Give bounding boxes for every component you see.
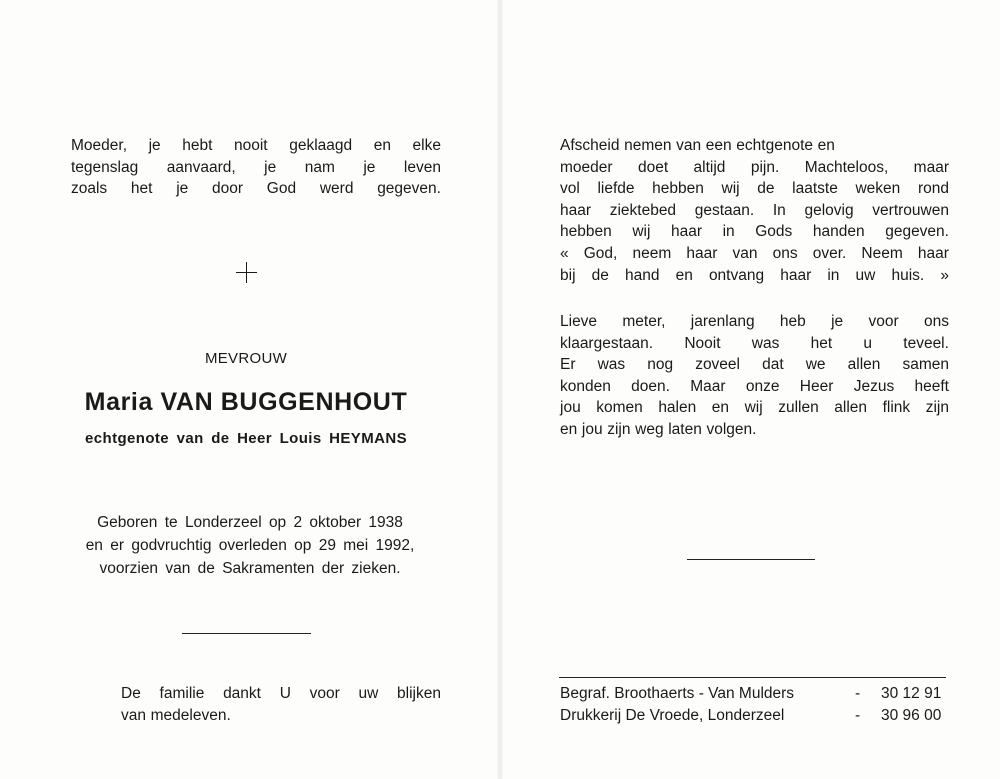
word: Moeder, — [71, 137, 128, 154]
word: werd — [319, 180, 354, 198]
word: heeft — [914, 377, 949, 395]
word: Jezus — [853, 377, 895, 395]
word: over. — [812, 245, 847, 262]
word: van — [732, 245, 758, 262]
word: ons — [924, 313, 949, 330]
word: altijd — [693, 158, 726, 176]
text-line — [560, 376, 949, 398]
divider-left — [182, 633, 311, 634]
text-line — [560, 265, 949, 287]
word: wij — [721, 180, 740, 198]
word: haar — [686, 245, 718, 262]
text-line — [71, 135, 441, 157]
word: bij — [560, 266, 576, 284]
text-line — [560, 178, 949, 200]
word: je — [363, 158, 376, 176]
word: Maar — [690, 377, 726, 395]
word: ziektebed — [609, 201, 677, 219]
text-line — [560, 157, 949, 179]
footer-dash: - — [855, 685, 861, 702]
word: vol — [560, 180, 580, 198]
word: meter, — [622, 313, 666, 330]
word: zullen — [778, 399, 819, 417]
word: jarenlang — [690, 313, 755, 330]
word: halen — [658, 399, 697, 417]
word: pijn. — [750, 158, 780, 176]
footer-label: Drukkerij De Vroede, Londerzeel — [560, 707, 785, 724]
text-line — [71, 157, 441, 179]
word: gegeven. — [885, 223, 949, 241]
word: neem — [632, 245, 672, 262]
word: nooit — [234, 137, 268, 154]
word: handen — [812, 223, 865, 241]
word: heb — [779, 313, 806, 330]
word: uw — [358, 685, 379, 702]
word: samen — [902, 356, 949, 374]
word: een — [705, 137, 732, 154]
word: onze — [745, 377, 780, 395]
word: hand — [624, 266, 660, 284]
word: flink — [882, 399, 911, 417]
word: dat — [762, 356, 784, 374]
text-line — [560, 333, 949, 355]
footer-label: Begraf. Broothaerts - Van Mulders — [560, 685, 795, 702]
word: uw — [855, 266, 876, 284]
word: haar — [560, 201, 592, 219]
word: hebben — [652, 180, 704, 198]
word: huis. — [891, 266, 925, 284]
word: allen — [847, 356, 881, 374]
word: hebben — [560, 223, 612, 241]
word: je — [176, 180, 189, 198]
word: aanvaard, — [166, 158, 236, 176]
word: haar — [917, 245, 949, 262]
word: en — [711, 399, 730, 417]
word: en — [817, 137, 835, 154]
word: maar — [913, 158, 949, 176]
word: nemen — [624, 137, 672, 154]
word: blijken — [397, 685, 441, 702]
right-page — [500, 0, 1000, 779]
word: nog — [647, 356, 674, 374]
word: Neem — [861, 245, 903, 262]
word: Nooit — [684, 334, 721, 352]
birth-line: voorzien van de Sakramenten der zieken. — [99, 560, 401, 577]
word: zoals — [71, 180, 108, 198]
word: je — [264, 158, 277, 176]
footer-phone: 30 96 00 — [881, 707, 942, 724]
word: Gods — [755, 223, 793, 241]
word: gelovig — [804, 201, 854, 219]
word: Lieve — [560, 313, 598, 330]
text-line — [560, 135, 949, 157]
word: zijn — [607, 421, 631, 438]
word: klaargestaan. — [560, 334, 654, 352]
word: de — [757, 180, 775, 198]
text-line — [560, 243, 949, 265]
word: rond — [917, 180, 949, 198]
word: volgen. — [706, 421, 757, 438]
word: door — [212, 180, 244, 198]
word: zijn — [925, 399, 949, 417]
word: hebt — [182, 137, 213, 154]
word: gestaan. — [694, 201, 755, 219]
word: in — [827, 266, 840, 284]
word: je — [831, 313, 844, 330]
word: het — [130, 180, 153, 198]
word: De — [121, 685, 141, 702]
cross-icon — [236, 262, 257, 283]
word: u — [863, 334, 873, 352]
word: ons — [772, 245, 798, 262]
word: ontvang — [708, 266, 765, 284]
word: was — [597, 356, 626, 374]
word: Afscheid — [560, 137, 620, 154]
word: U — [279, 685, 291, 702]
word: familie — [159, 685, 205, 702]
word: de — [591, 266, 609, 284]
word: allen — [834, 399, 868, 417]
word: was — [751, 334, 780, 352]
text-line — [560, 419, 949, 441]
word: God, — [583, 245, 618, 262]
word: doet — [637, 158, 669, 176]
word: vertrouwen — [872, 201, 949, 219]
deceased-name: Maria VAN BUGGENHOUT — [84, 388, 408, 416]
word: God — [266, 180, 297, 198]
word: en — [373, 137, 391, 154]
text-line — [121, 705, 441, 727]
word: in — [722, 223, 735, 241]
word: weken — [855, 180, 901, 198]
word: jou — [560, 399, 581, 417]
word: en — [560, 421, 578, 438]
birth-line: en er godvruchtig overleden op 29 mei 1992, — [85, 537, 415, 554]
footer-phone: 30 12 91 — [881, 685, 942, 702]
word: nam — [304, 158, 335, 176]
text-line — [560, 221, 949, 243]
spouse-line: echtgenote van de Heer Louis HEYMANS — [85, 430, 407, 447]
title: MEVROUW — [204, 350, 288, 367]
word: zoveel — [695, 356, 740, 374]
word: voor — [868, 313, 899, 330]
text-line — [560, 354, 949, 376]
word: weg — [635, 421, 664, 438]
word: Machteloos, — [804, 158, 889, 176]
word: wij — [632, 223, 651, 241]
word: wij — [744, 399, 763, 417]
word: je — [148, 137, 161, 154]
word: « — [560, 245, 569, 262]
word: elke — [412, 137, 441, 154]
word: moeder — [560, 158, 613, 176]
footer-dash: - — [855, 707, 861, 724]
word: tegenslag — [71, 158, 139, 176]
word: jou — [581, 421, 603, 438]
text-line — [560, 200, 949, 222]
birth-line: Geboren te Londerzeel op 2 oktober 1938 — [97, 514, 403, 531]
word: echtgenote — [736, 137, 814, 154]
word: van — [676, 137, 702, 154]
word: en — [675, 266, 693, 284]
word: laatste — [792, 180, 838, 198]
word: medeleven. — [150, 706, 231, 724]
word: dankt — [223, 685, 261, 702]
word: komen — [596, 399, 643, 417]
text-line — [71, 178, 441, 200]
footer-rule — [559, 677, 946, 678]
word: Heer — [799, 377, 834, 395]
word: van — [121, 706, 146, 724]
word: haar — [670, 223, 703, 241]
word: teveel. — [903, 334, 949, 352]
text-line — [121, 683, 441, 705]
divider-right — [687, 559, 815, 560]
word: we — [805, 356, 826, 374]
word: voor — [309, 685, 340, 702]
text-line — [560, 397, 949, 419]
word: gegeven. — [377, 180, 441, 198]
word: laten — [668, 421, 702, 438]
word: doen. — [631, 377, 670, 395]
word: leven — [403, 158, 441, 176]
word: Er — [560, 356, 576, 374]
word: haar — [780, 266, 812, 284]
word: geklaagd — [289, 137, 353, 154]
word: het — [810, 334, 833, 352]
word: liefde — [597, 180, 635, 198]
word: konden — [560, 377, 611, 395]
text-line — [560, 311, 949, 333]
word: » — [940, 266, 949, 284]
word: In — [772, 201, 786, 219]
